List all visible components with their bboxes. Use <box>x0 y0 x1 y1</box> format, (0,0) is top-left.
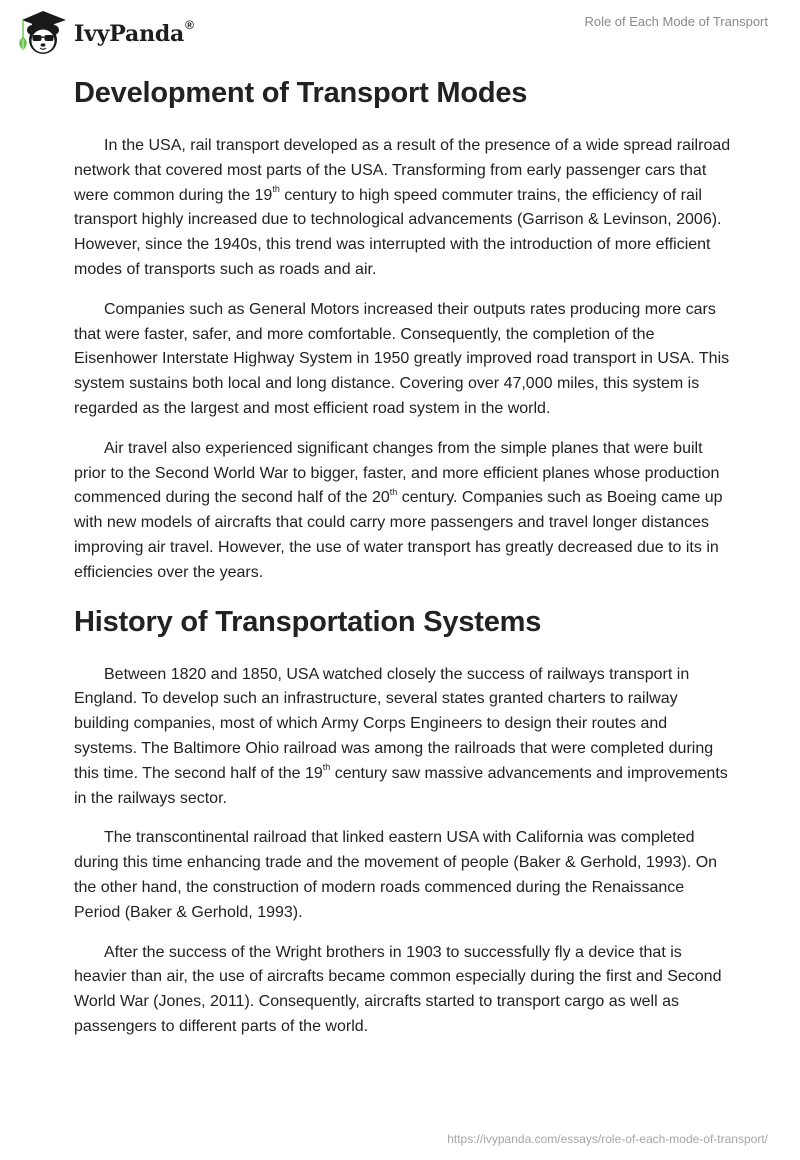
section-heading: History of Transportation Systems <box>74 605 542 638</box>
ivypanda-logo[interactable] <box>14 6 194 58</box>
paragraph: Air travel also experienced significant changes from the simple planes that were built prior to the Second World War to bigger, faster, and more efficient planes whose production commenced during the second half of the 20th century. Companies such as Boeing came up with new models of aircrafts that could carry more passengers and travel longer distances improving air travel. However, the use of water transport has greatly decreased due to its in efficiencies over the years. <box>74 439 723 581</box>
paragraph: The transcontinental railroad that linked eastern USA with California was completed during this time enhancing trade and the movement of people (Baker & Gerhold, 1993). On the other hand, the construction of modern roads commenced during the Renaissance Period (Baker & Gerhold, 1993). <box>74 829 718 921</box>
panda-graduate-icon <box>14 6 72 58</box>
source-url-link[interactable]: https://ivypanda.com/essays/role-of-each-mode-of-transport/ <box>447 1132 768 1146</box>
section-development <box>74 72 734 586</box>
paragraph: After the success of the Wright brothers in 1903 to successfully fly a device that is heavier than air, the use of aircrafts became common especially during the first and Second World War (Jones, 2011). Consequently, aircrafts started to transport cargo as well as passengers to different parts of the world. <box>74 943 722 1035</box>
document-title: Role of Each Mode of Transport <box>584 14 768 29</box>
section-heading: Development of Transport Modes <box>74 77 528 109</box>
paragraph: Between 1820 and 1850, USA watched closely the success of railways transport in England. To develop such an infrastructure, several states granted charters to railway building companies, most of which Army Corps Engineers to design their routes and systems. The Baltimore Ohio railroad was among the railroads that were completed during this time. The second half of the 19th century saw massive advancements and improvements in the railways sector. <box>74 665 728 807</box>
registered-mark: ® <box>185 17 194 32</box>
paragraph: In the USA, rail transport developed as a result of the presence of a wide spread railroad network that covered most parts of the USA. Transforming from early passenger cars that were common during the 19th century to high speed commuter trains, the efficiency of rail transport highly increased due to technological advancements (Garrison & Levinson, 2006). However, since the 1940s, this trend was interrupted with the introduction of more efficient modes of transports such as roads and air. <box>74 137 731 278</box>
section-history <box>74 601 734 1040</box>
brand-name: IvyPanda® <box>74 17 194 47</box>
page-header <box>0 0 800 62</box>
paragraph: Companies such as General Motors increased their outputs rates producing more cars that were faster, safer, and more comfortable. Consequently, the completion of the Eisenhower Interstate Highway System in 1950 greatly improved road transport in USA. This system sustains both local and long distance. Covering over 47,000 miles, this system is regarded as the largest and most efficient road system in the world. <box>74 300 730 417</box>
essay-content <box>74 70 734 1055</box>
